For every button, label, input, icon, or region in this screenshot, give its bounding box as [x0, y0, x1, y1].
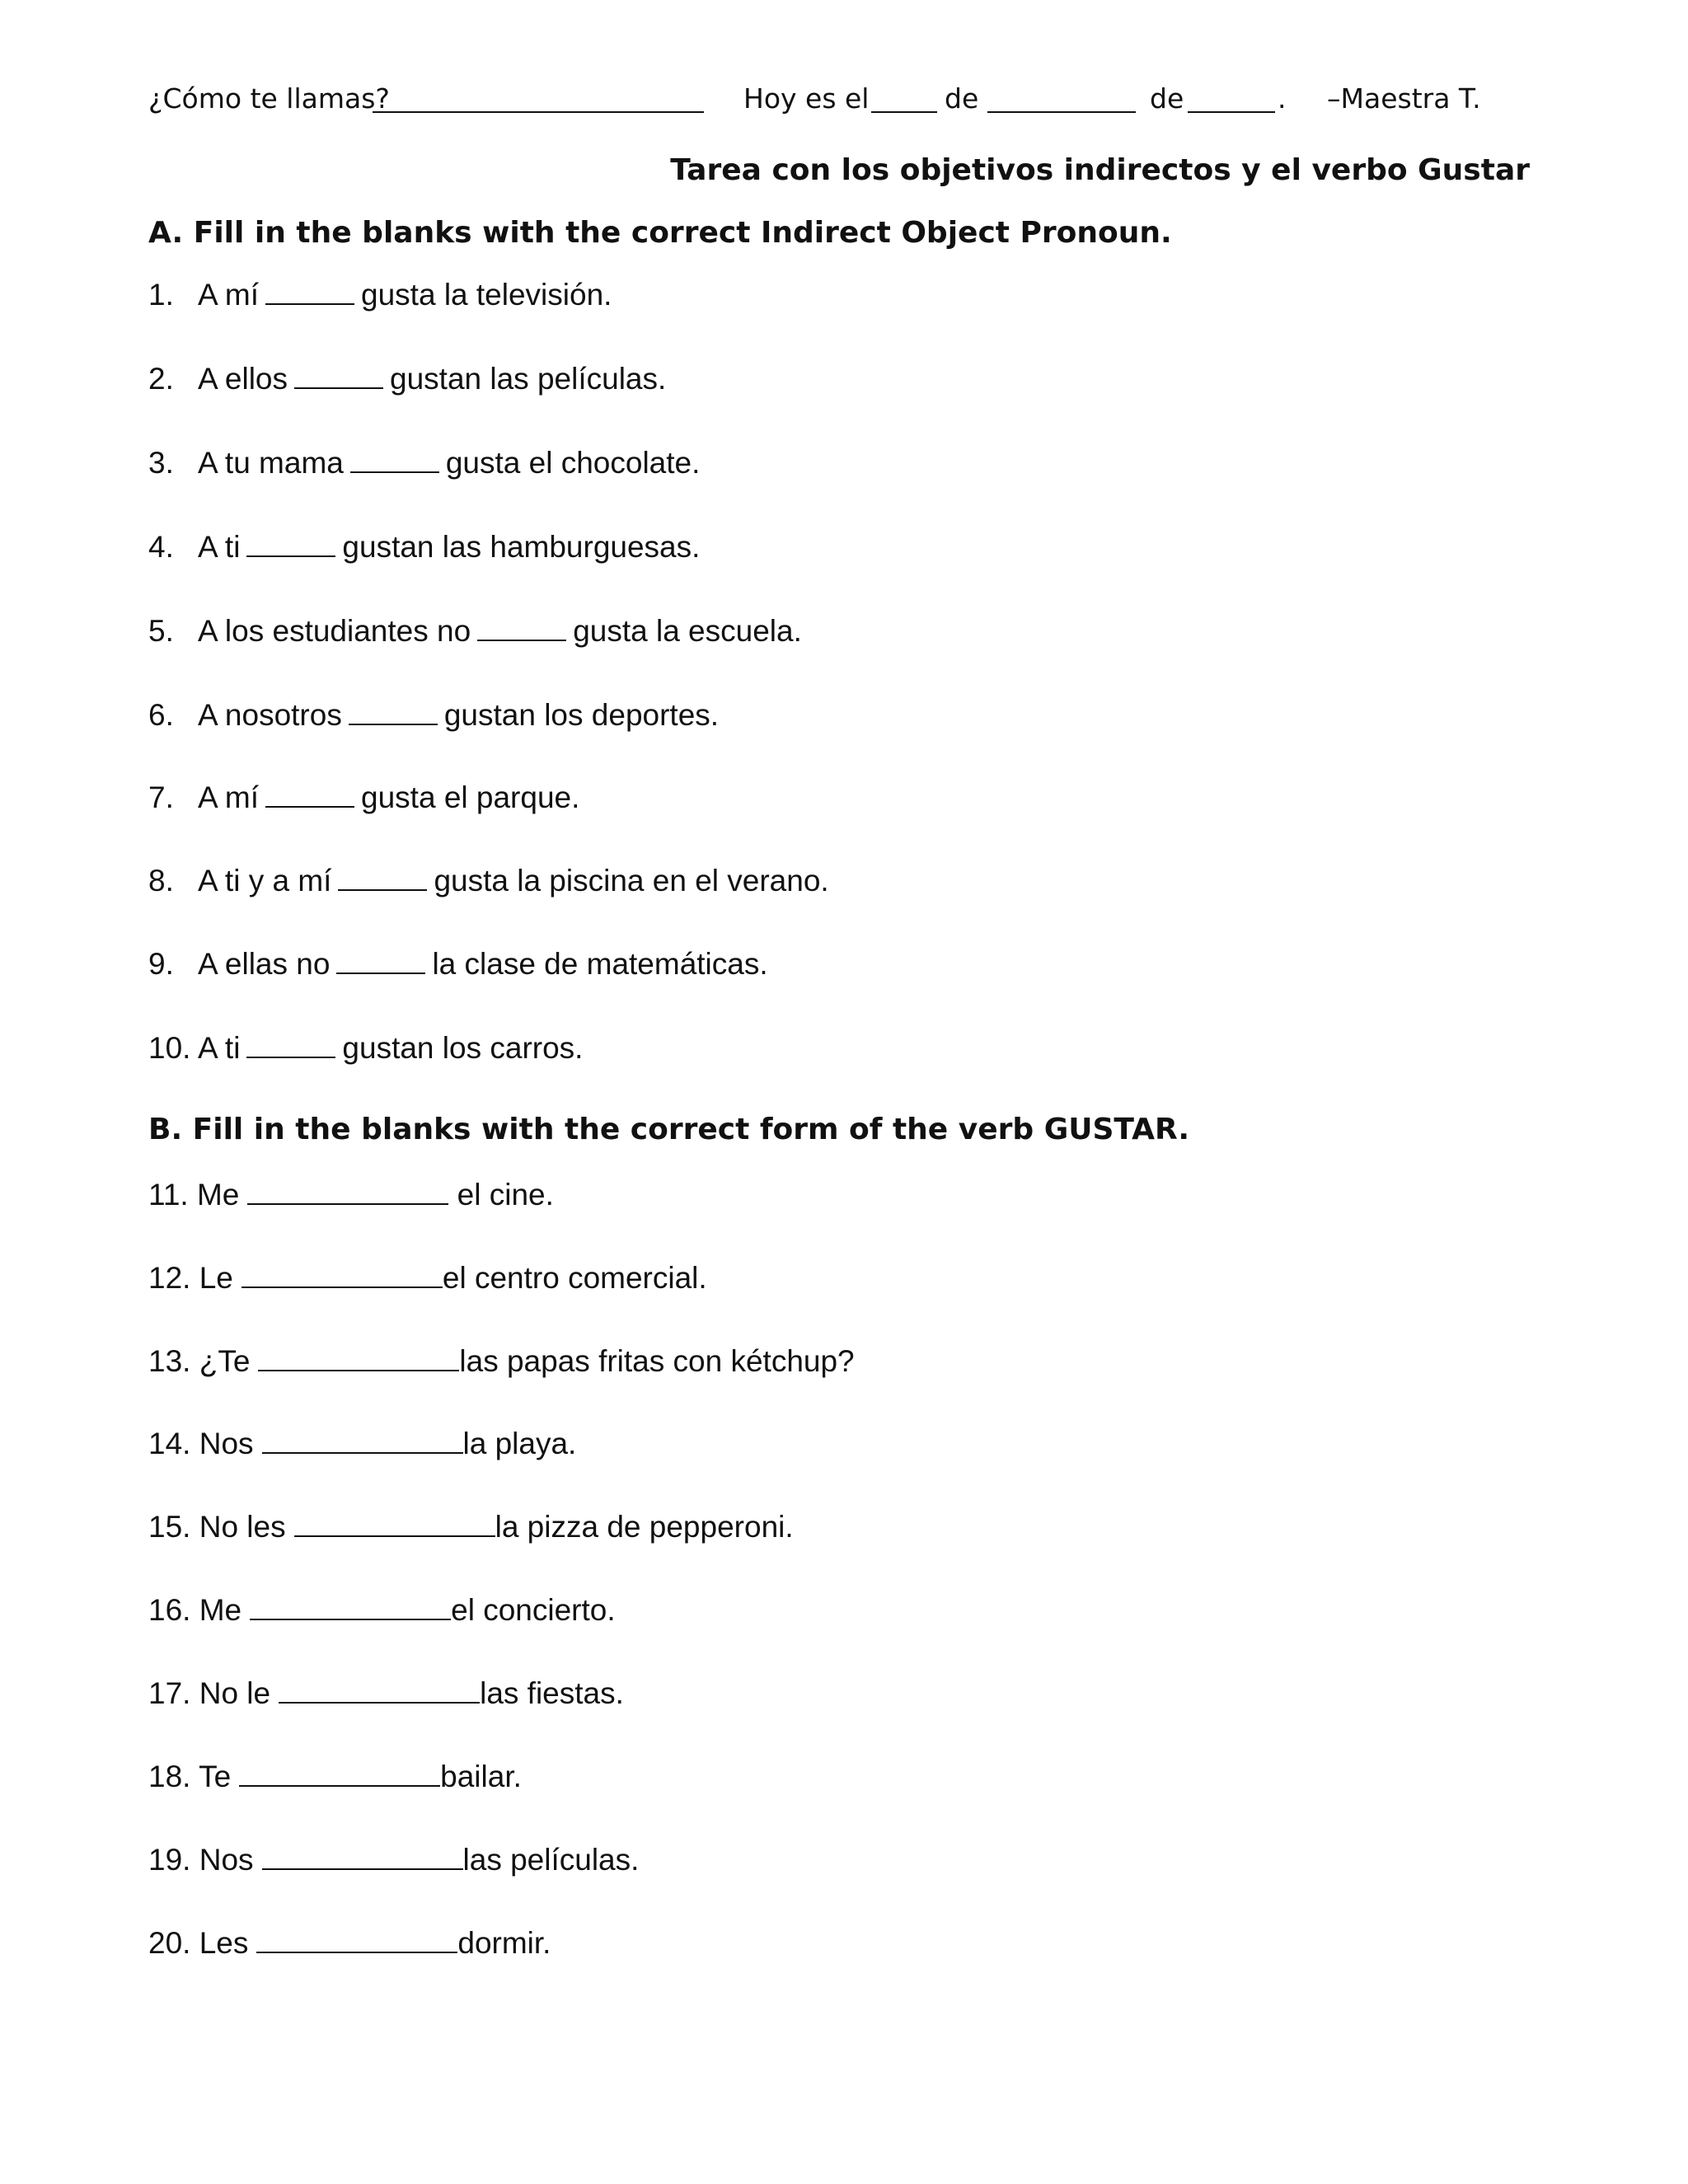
question-item — [148, 1172, 554, 1215]
date-period: . — [1278, 82, 1287, 115]
question-rest: gusta la escuela. — [573, 614, 802, 648]
section-b-heading: B. Fill in the blanks with the correct form of the verb GUSTAR. — [148, 1113, 1190, 1146]
question-number: 6. — [148, 698, 174, 732]
question-prompt: Te — [199, 1760, 232, 1793]
question-prompt: A los estudiantes no — [198, 614, 471, 648]
answer-blank[interactable] — [338, 858, 427, 891]
question-item — [148, 1754, 522, 1797]
question-number: 1. — [148, 278, 174, 312]
question-item — [148, 692, 719, 735]
question-rest: gustan los carros. — [342, 1031, 584, 1065]
answer-blank[interactable] — [265, 775, 354, 808]
answer-blank[interactable] — [349, 692, 438, 725]
question-prompt: Le — [199, 1261, 233, 1295]
question-rest: gustan las películas. — [390, 362, 667, 396]
question-prompt: ¿Te — [199, 1344, 251, 1378]
answer-blank[interactable] — [294, 1504, 495, 1537]
question-number: 15. — [148, 1510, 191, 1544]
question-number: 7. — [148, 780, 174, 814]
answer-blank[interactable] — [256, 1920, 457, 1953]
question-prompt: A ti — [198, 530, 241, 564]
question-number: 14. — [148, 1427, 191, 1460]
question-number: 3. — [148, 446, 174, 480]
question-rest: las papas fritas con kétchup? — [459, 1344, 855, 1378]
answer-blank[interactable] — [265, 272, 354, 305]
question-rest: la playa. — [462, 1427, 577, 1460]
name-label: ¿Cómo te llamas? — [148, 82, 390, 115]
question-prompt: A ti — [198, 1031, 241, 1065]
question-item — [148, 1837, 639, 1880]
question-item — [148, 1920, 551, 1963]
question-number: 2. — [148, 362, 174, 396]
answer-blank[interactable] — [477, 608, 566, 641]
question-item — [148, 1587, 616, 1630]
answer-blank[interactable] — [247, 1172, 448, 1205]
question-prompt: No le — [199, 1676, 271, 1710]
answer-blank[interactable] — [241, 1255, 443, 1288]
answer-blank[interactable] — [336, 941, 425, 974]
answer-blank[interactable] — [246, 524, 335, 557]
question-item — [148, 1255, 707, 1298]
question-item — [148, 440, 700, 483]
answer-blank[interactable] — [350, 440, 439, 473]
question-item — [148, 775, 579, 818]
month-field[interactable] — [987, 84, 1136, 124]
question-item — [148, 608, 802, 651]
question-number: 12. — [148, 1261, 191, 1295]
question-prompt: A nosotros — [198, 698, 342, 732]
question-item — [148, 1671, 624, 1713]
answer-blank[interactable] — [246, 1025, 335, 1058]
question-rest: las películas. — [462, 1843, 640, 1877]
question-item — [148, 1421, 576, 1464]
question-item — [148, 272, 612, 315]
question-rest: gustan los deportes. — [443, 698, 720, 732]
header-line — [148, 79, 1500, 119]
worksheet-title: Tarea con los objetivos indirectos y el verbo Gustar — [670, 153, 1530, 187]
question-prompt: Me — [199, 1593, 242, 1627]
question-number: 18. — [148, 1760, 191, 1793]
section-a-heading: A. Fill in the blanks with the correct Indirect Object Pronoun. — [148, 216, 1172, 250]
question-item — [148, 1025, 583, 1068]
question-prompt: A mí — [198, 780, 260, 814]
answer-blank[interactable] — [250, 1587, 451, 1620]
question-rest: gusta el chocolate. — [445, 446, 701, 480]
question-rest: el concierto. — [451, 1593, 616, 1627]
question-number: 13. — [148, 1344, 191, 1378]
question-number: 5. — [148, 614, 174, 648]
question-rest: la clase de matemáticas. — [432, 947, 768, 981]
question-rest: bailar. — [440, 1760, 522, 1793]
name-field[interactable] — [373, 84, 704, 124]
question-prompt: A ellos — [198, 362, 288, 396]
question-number: 10. — [148, 1031, 191, 1065]
question-item — [148, 941, 768, 984]
question-prompt: A tu mama — [198, 446, 344, 480]
date-de-1: de — [945, 82, 979, 115]
date-label: Hoy es el — [743, 82, 870, 115]
question-rest: gustan las hamburguesas. — [342, 530, 701, 564]
question-number: 4. — [148, 530, 174, 564]
question-item — [148, 356, 666, 399]
answer-blank[interactable] — [258, 1338, 459, 1371]
question-prompt: Nos — [199, 1427, 254, 1460]
question-prompt: Nos — [199, 1843, 254, 1877]
question-prompt: A ti y a mí — [198, 864, 332, 898]
question-rest: gusta el parque. — [361, 780, 580, 814]
question-rest: las fiestas. — [480, 1676, 624, 1710]
question-prompt: A ellas no — [198, 947, 331, 981]
date-de-2: de — [1150, 82, 1184, 115]
question-rest: el cine. — [448, 1178, 554, 1212]
day-field[interactable] — [871, 84, 937, 124]
answer-blank[interactable] — [294, 356, 383, 389]
question-number: 16. — [148, 1593, 191, 1627]
question-prompt: Me — [196, 1178, 240, 1212]
answer-blank[interactable] — [239, 1754, 440, 1787]
question-number: 8. — [148, 864, 174, 898]
question-number: 11. — [148, 1178, 189, 1212]
question-number: 20. — [148, 1926, 191, 1960]
question-item — [148, 858, 829, 901]
question-rest: gusta la televisión. — [361, 278, 612, 312]
answer-blank[interactable] — [262, 1837, 463, 1870]
question-item — [148, 1338, 855, 1381]
question-item — [148, 524, 700, 567]
question-prompt: Les — [199, 1926, 249, 1960]
year-field[interactable] — [1188, 84, 1275, 124]
question-number: 19. — [148, 1843, 191, 1877]
question-rest: la pizza de pepperoni. — [495, 1510, 794, 1544]
question-prompt: A mí — [198, 278, 260, 312]
question-rest: el centro comercial. — [442, 1261, 707, 1295]
teacher-signature: –Maestra T. — [1327, 82, 1481, 115]
answer-blank[interactable] — [262, 1421, 463, 1454]
question-rest: dormir. — [457, 1926, 551, 1960]
question-rest: gusta la piscina en el verano. — [434, 864, 829, 898]
answer-blank[interactable] — [279, 1671, 480, 1704]
question-prompt: No les — [199, 1510, 286, 1544]
question-number: 9. — [148, 947, 174, 981]
question-item — [148, 1504, 794, 1547]
question-number: 17. — [148, 1676, 191, 1710]
